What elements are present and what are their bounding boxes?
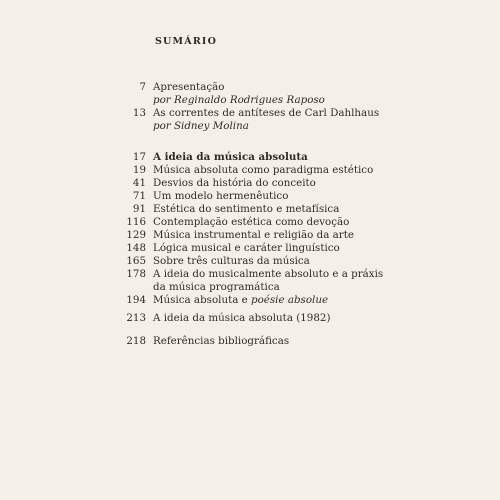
- toc-entry-author: [0, 94, 500, 107]
- entry-title: Um modelo hermenêutico: [153, 190, 289, 202]
- section-title: A ideia da música absoluta: [153, 151, 308, 163]
- entry-title: [153, 294, 328, 307]
- entry-page: 13: [132, 107, 146, 119]
- toc-entry-continuation: [0, 281, 500, 294]
- entry-title: Sobre três culturas da música: [153, 255, 310, 267]
- entry-page: 218: [126, 335, 146, 347]
- entry-page: 17: [132, 151, 146, 163]
- toc-entry: [0, 242, 500, 255]
- toc-entry: [0, 294, 500, 307]
- entry-page: 116: [126, 216, 146, 228]
- entry-title: A ideia do musicalmente absoluto e a práxis: [153, 268, 384, 280]
- entry-title: Música instrumental e religião da arte: [153, 229, 354, 241]
- entry-title-continued: da música programática: [153, 281, 280, 293]
- entry-author: por Sidney Molina: [153, 120, 249, 132]
- toc-entry: [0, 268, 500, 281]
- toc-entry: [0, 81, 500, 94]
- toc-entry: [0, 203, 500, 216]
- entry-page: 41: [132, 177, 146, 189]
- toc-entry: [0, 312, 500, 325]
- main-section: [0, 151, 500, 307]
- entry-title: Desvios da história do conceito: [153, 177, 316, 189]
- entry-title: Contemplação estética como devoção: [153, 216, 350, 228]
- entry-title: Estética do sentimento e metafísica: [153, 203, 340, 215]
- back-matter-2: [0, 335, 500, 348]
- entry-title: Referências bibliográficas: [153, 335, 290, 347]
- entry-page: 129: [126, 229, 146, 241]
- toc-entry: [0, 190, 500, 203]
- page-title: SUMÁRIO: [155, 36, 218, 47]
- entry-page: 178: [126, 268, 146, 280]
- entry-page: 91: [132, 203, 146, 215]
- entry-title: Música absoluta como paradigma estético: [153, 164, 374, 176]
- toc-entry: [0, 255, 500, 268]
- front-matter: [0, 81, 500, 133]
- toc-entry-author: [0, 120, 500, 133]
- toc-entry: [0, 164, 500, 177]
- entry-page: 71: [132, 190, 146, 202]
- entry-author: por Reginaldo Rodrigues Raposo: [153, 94, 325, 106]
- toc-entry: [0, 229, 500, 242]
- entry-title: A ideia da música absoluta (1982): [153, 312, 331, 324]
- entry-page: 194: [126, 294, 146, 306]
- entry-title: Apresentação: [153, 81, 225, 93]
- toc-entry: [0, 335, 500, 348]
- entry-page: 148: [126, 242, 146, 254]
- toc-entry: [0, 177, 500, 190]
- entry-title: As correntes de antíteses de Carl Dahlhaus: [153, 107, 380, 119]
- toc-entry: [0, 107, 500, 120]
- entry-title-roman: Música absoluta e: [153, 294, 251, 306]
- entry-page: 165: [126, 255, 146, 267]
- entry-title-italic: poésie absolue: [251, 294, 329, 306]
- entry-title: Lógica musical e caráter linguístico: [153, 242, 340, 254]
- entry-page: 7: [139, 81, 146, 93]
- entry-page: 213: [126, 312, 146, 324]
- back-matter-1: [0, 312, 500, 325]
- toc-section-heading: [0, 151, 500, 164]
- toc-entry: [0, 216, 500, 229]
- entry-page: 19: [132, 164, 146, 176]
